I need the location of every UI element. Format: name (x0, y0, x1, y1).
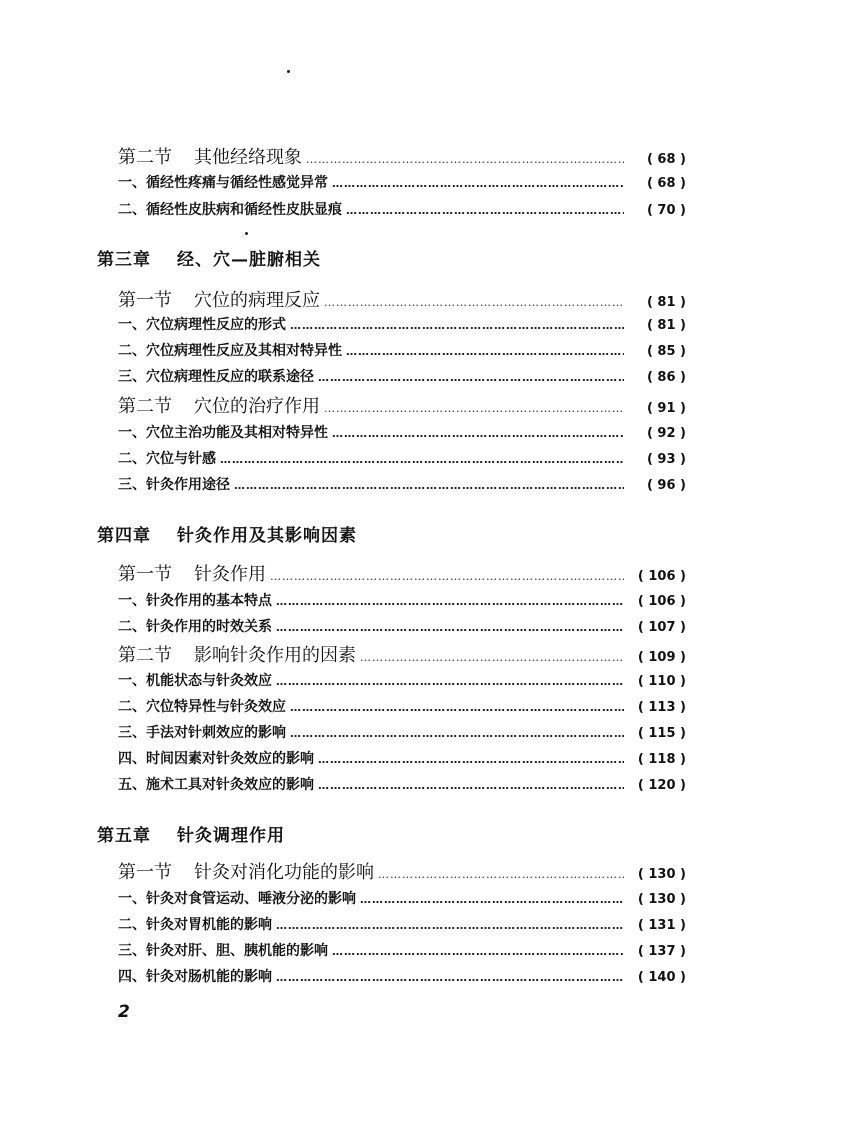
toc-section-row[interactable] (118, 560, 686, 586)
section-title: 针灸对消化功能的影响 (194, 862, 374, 883)
page-number: ( 130 ) (637, 892, 686, 907)
toc-item-row[interactable] (118, 940, 686, 960)
item-title: 二、穴位特异性与针灸效应 (118, 699, 286, 715)
page-number: ( 113 ) (637, 700, 686, 715)
item-title: 一、针灸对食管运动、唾液分泌的影响 (118, 891, 356, 907)
item-title: 二、穴位与针感 (118, 451, 216, 467)
page-number: ( 81 ) (646, 318, 686, 333)
item-title: 四、针灸对肠机能的影响 (118, 969, 272, 985)
dot-leader (276, 595, 624, 608)
toc-item-row[interactable] (118, 914, 686, 934)
dot-leader (270, 570, 624, 583)
dot-leader (290, 319, 624, 332)
item-title: 一、穴位病理性反应的形式 (118, 317, 286, 333)
dot-leader (346, 204, 624, 217)
section-title: 穴位的病理反应 (194, 290, 320, 311)
page-number: ( 91 ) (646, 401, 686, 416)
page-number: ( 68 ) (646, 152, 686, 167)
dot-leader (324, 402, 624, 415)
section-title: 影响针灸作用的因素 (194, 645, 356, 666)
page-number: ( 131 ) (637, 918, 686, 933)
toc-item-row[interactable] (118, 366, 686, 386)
dot-leader (290, 701, 624, 714)
toc-item-row[interactable] (118, 590, 686, 610)
item-title: 一、机能状态与针灸效应 (118, 673, 272, 689)
toc-item-row[interactable] (118, 340, 686, 360)
toc-section-row[interactable] (118, 392, 686, 418)
dot-leader (306, 153, 624, 166)
dot-leader (276, 919, 624, 932)
item-title: 四、时间因素对针灸效应的影响 (118, 751, 314, 767)
section-number: 第二节 (118, 396, 172, 417)
toc-item-row[interactable] (118, 448, 686, 468)
dot-leader (346, 345, 624, 358)
chapter-title: 针灸调理作用 (177, 826, 285, 846)
item-title: 二、循经性皮肤病和循经性皮肤显痕 (118, 202, 342, 218)
section-title: 穴位的治疗作用 (194, 396, 320, 417)
section-number: 第二节 (118, 147, 172, 168)
toc-item-row[interactable] (118, 966, 686, 986)
toc-section-row[interactable] (118, 286, 686, 312)
page-number: ( 120 ) (637, 778, 686, 793)
item-title: 三、穴位病理性反应的联系途径 (118, 369, 314, 385)
toc-item-row[interactable] (118, 422, 686, 442)
toc-item-row[interactable] (118, 888, 686, 908)
toc-section-row[interactable] (118, 143, 686, 169)
dot-leader (220, 453, 624, 466)
dot-leader (234, 479, 624, 492)
item-title: 一、针灸作用的基本特点 (118, 593, 272, 609)
section-number: 第一节 (118, 862, 172, 883)
page-number: ( 96 ) (646, 478, 686, 493)
page-number: ( 107 ) (637, 620, 686, 635)
page-number: ( 86 ) (646, 370, 686, 385)
page-number: ( 130 ) (637, 867, 686, 882)
item-title: 二、穴位病理性反应及其相对特异性 (118, 343, 342, 359)
item-title: 二、针灸作用的时效关系 (118, 619, 272, 635)
page-number: ( 106 ) (637, 569, 686, 584)
page-number: ( 106 ) (637, 594, 686, 609)
item-title: 五、施术工具对针灸效应的影响 (118, 777, 314, 793)
page-number: ( 118 ) (637, 752, 686, 767)
dot-leader (332, 427, 624, 440)
dot-leader (276, 675, 624, 688)
toc-item-row[interactable] (118, 774, 686, 794)
toc-item-row[interactable] (118, 172, 686, 192)
toc-chapter-heading[interactable] (97, 821, 285, 846)
toc-chapter-heading[interactable] (97, 245, 321, 270)
dot-leader (276, 971, 624, 984)
chapter-title: 经、穴—脏腑相关 (177, 250, 321, 270)
item-title: 一、穴位主治功能及其相对特异性 (118, 425, 328, 441)
dot-leader (378, 868, 624, 881)
toc-section-row[interactable] (118, 858, 686, 884)
page-number: ( 70 ) (646, 203, 686, 218)
toc-section-row[interactable] (118, 641, 686, 667)
dot-leader (332, 177, 624, 190)
toc-item-row[interactable] (118, 696, 686, 716)
toc-item-row[interactable] (118, 748, 686, 768)
section-number: 第一节 (118, 564, 172, 585)
toc-item-row[interactable] (118, 670, 686, 690)
page-number: ( 85 ) (646, 344, 686, 359)
chapter-number: 第五章 (97, 826, 151, 846)
page-number: ( 92 ) (646, 426, 686, 441)
item-title: 三、手法对针刺效应的影响 (118, 725, 286, 741)
item-title: 二、针灸对胃机能的影响 (118, 917, 272, 933)
section-number: 第一节 (118, 290, 172, 311)
page-number: ( 115 ) (637, 726, 686, 741)
section-title: 其他经络现象 (194, 147, 302, 168)
page-number: ( 137 ) (637, 944, 686, 959)
page-number: ( 140 ) (637, 970, 686, 985)
page-number: ( 110 ) (637, 674, 686, 689)
section-number: 第二节 (118, 645, 172, 666)
chapter-title: 针灸作用及其影响因素 (177, 526, 357, 546)
page-number: ( 109 ) (637, 650, 686, 665)
dot-leader (332, 945, 624, 958)
dot-leader (318, 371, 624, 384)
page-number: ( 81 ) (646, 295, 686, 310)
dot-leader (318, 753, 624, 766)
toc-item-row[interactable] (118, 474, 686, 494)
dot-leader (318, 779, 624, 792)
item-title: 一、循经性疼痛与循经性感觉异常 (118, 175, 328, 191)
dot-leader (276, 621, 624, 634)
page-folio: 2 (118, 1002, 130, 1022)
dot-leader (360, 893, 624, 906)
section-title: 针灸作用 (194, 564, 266, 585)
chapter-number: 第三章 (97, 250, 151, 270)
toc-item-row[interactable] (118, 314, 686, 334)
item-title: 三、针灸作用途径 (118, 477, 230, 493)
dot-leader (324, 296, 624, 309)
dot-leader (290, 727, 624, 740)
page-number: ( 93 ) (646, 452, 686, 467)
toc-chapter-heading[interactable] (97, 521, 357, 546)
item-title: 三、针灸对肝、胆、胰机能的影响 (118, 943, 328, 959)
dot-leader (360, 651, 624, 664)
chapter-number: 第四章 (97, 526, 151, 546)
page-number: ( 68 ) (646, 176, 686, 191)
toc-item-row[interactable] (118, 199, 686, 219)
toc-item-row[interactable] (118, 722, 686, 742)
toc-item-row[interactable] (118, 616, 686, 636)
